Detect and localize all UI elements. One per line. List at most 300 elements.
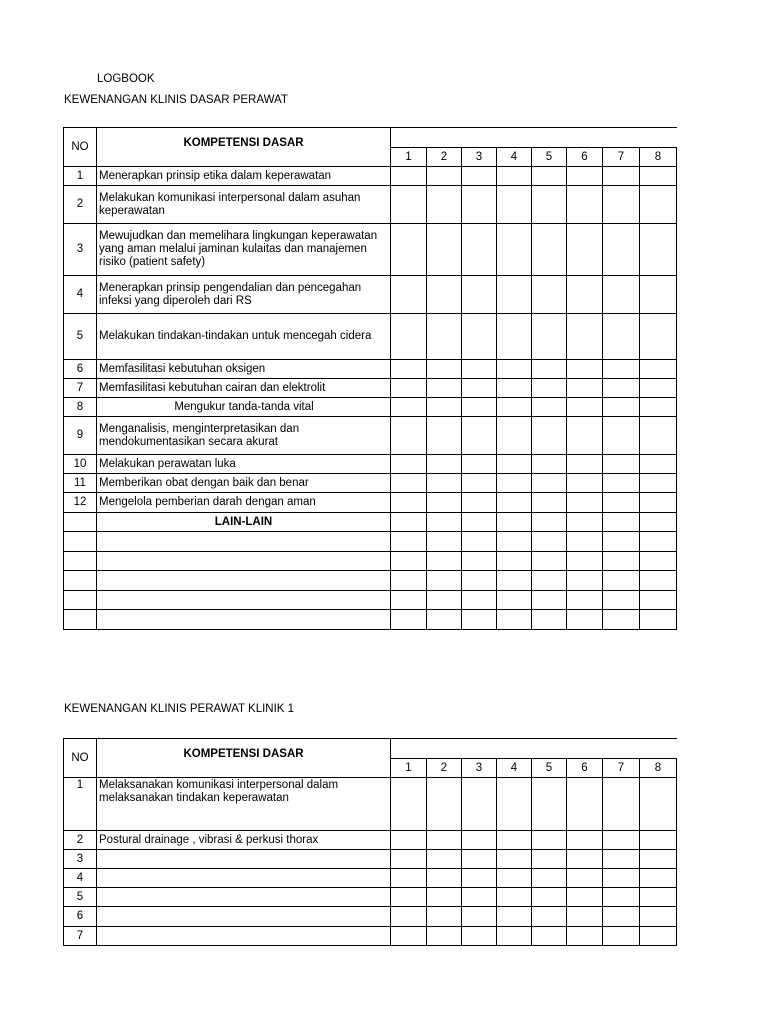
table-row xyxy=(64,186,677,224)
score-cell[interactable] xyxy=(497,379,532,398)
row-number: 2 xyxy=(64,186,97,224)
score-cell[interactable] xyxy=(427,224,462,276)
score-cell[interactable] xyxy=(567,276,603,314)
score-cell[interactable] xyxy=(603,927,640,946)
column-header-8: 8 xyxy=(640,148,677,167)
score-cell[interactable] xyxy=(603,186,640,224)
score-cell[interactable] xyxy=(497,831,532,850)
column-header-2: 2 xyxy=(427,759,462,778)
column-header-4: 4 xyxy=(497,759,532,778)
score-cell[interactable] xyxy=(497,778,532,831)
score-cell[interactable] xyxy=(462,276,497,314)
score-cell[interactable] xyxy=(640,474,677,493)
score-cell[interactable] xyxy=(427,571,462,591)
column-header-5: 5 xyxy=(532,148,567,167)
column-header-6: 6 xyxy=(567,148,603,167)
score-cell[interactable] xyxy=(391,907,427,927)
score-cell[interactable] xyxy=(462,571,497,591)
competency-text: Mengelola pemberian darah dengan aman xyxy=(97,493,391,513)
competency-text xyxy=(97,888,391,907)
score-cell[interactable] xyxy=(532,360,567,379)
row-number xyxy=(64,571,97,591)
competency-text: Mewujudkan dan memelihara lingkungan keperawatan yang aman melalui jaminan kulaitas dan manajemen risiko (patient safety) xyxy=(97,224,391,276)
score-cell[interactable] xyxy=(567,590,603,610)
competency-text: Melaksanakan komunikasi interpersonal dalam melaksanakan tindakan keperawatan xyxy=(97,778,391,831)
score-cell[interactable] xyxy=(462,360,497,379)
score-cell[interactable] xyxy=(567,186,603,224)
score-cell[interactable] xyxy=(640,455,677,474)
score-cell[interactable] xyxy=(603,360,640,379)
competency-table-2 xyxy=(63,738,677,946)
score-cell[interactable] xyxy=(462,850,497,869)
table-row xyxy=(64,778,677,831)
score-cell[interactable] xyxy=(567,532,603,552)
score-cell[interactable] xyxy=(640,927,677,946)
score-cell[interactable] xyxy=(640,571,677,591)
competency-text xyxy=(97,907,391,927)
score-cell[interactable] xyxy=(567,314,603,360)
competency-text xyxy=(97,850,391,869)
row-number: 1 xyxy=(64,167,97,186)
score-cell[interactable] xyxy=(640,276,677,314)
row-number: 3 xyxy=(64,850,97,869)
column-header-6: 6 xyxy=(567,759,603,778)
score-cell[interactable] xyxy=(462,493,497,513)
score-cell[interactable] xyxy=(532,398,567,417)
score-cell[interactable] xyxy=(427,551,462,571)
score-cell[interactable] xyxy=(427,869,462,888)
score-cell[interactable] xyxy=(427,590,462,610)
score-cell[interactable] xyxy=(567,455,603,474)
score-cell[interactable] xyxy=(391,571,427,591)
column-header-3: 3 xyxy=(462,148,497,167)
score-cell[interactable] xyxy=(640,314,677,360)
score-cell[interactable] xyxy=(391,927,427,946)
score-cell[interactable] xyxy=(532,493,567,513)
competency-text: Memfasilitasi kebutuhan cairan dan elektrolit xyxy=(97,379,391,398)
score-cell[interactable] xyxy=(532,186,567,224)
score-cell[interactable] xyxy=(462,907,497,927)
row-number: 6 xyxy=(64,907,97,927)
score-cell[interactable] xyxy=(640,532,677,552)
score-cell[interactable] xyxy=(640,513,677,532)
score-cell[interactable] xyxy=(640,610,677,630)
score-cell[interactable] xyxy=(640,493,677,513)
table-row xyxy=(64,927,677,946)
blank-row xyxy=(64,590,677,610)
score-cell[interactable] xyxy=(462,224,497,276)
table-row xyxy=(64,907,677,927)
competency-text[interactable] xyxy=(97,571,391,591)
blank-row xyxy=(64,532,677,552)
header-kompetensi: KOMPETENSI DASAR xyxy=(97,128,391,167)
score-cell[interactable] xyxy=(391,474,427,493)
competency-text[interactable] xyxy=(97,551,391,571)
score-cell[interactable] xyxy=(391,831,427,850)
score-cell[interactable] xyxy=(462,590,497,610)
score-cell[interactable] xyxy=(427,167,462,186)
row-number: 1 xyxy=(64,778,97,831)
table-row xyxy=(64,360,677,379)
score-cell[interactable] xyxy=(462,417,497,455)
competency-text: Melakukan tindakan-tindakan untuk mencegah cidera xyxy=(97,314,391,360)
score-cell[interactable] xyxy=(391,379,427,398)
score-cell[interactable] xyxy=(532,513,567,532)
competency-text: Memberikan obat dengan baik dan benar xyxy=(97,474,391,493)
score-cell[interactable] xyxy=(391,888,427,907)
score-cell[interactable] xyxy=(427,493,462,513)
header-kompetensi: KOMPETENSI DASAR xyxy=(97,739,391,778)
column-header-1: 1 xyxy=(391,759,427,778)
competency-text[interactable] xyxy=(97,610,391,630)
blank-row xyxy=(64,551,677,571)
logbook-title: LOGBOOK xyxy=(97,73,155,85)
score-cell[interactable] xyxy=(497,398,532,417)
column-header-4: 4 xyxy=(497,148,532,167)
competency-text: Melakukan komunikasi interpersonal dalam asuhan keperawatan xyxy=(97,186,391,224)
competency-text[interactable] xyxy=(97,590,391,610)
score-cell[interactable] xyxy=(427,831,462,850)
score-cell[interactable] xyxy=(497,532,532,552)
competency-text: Postural drainage , vibrasi & perkusi thorax xyxy=(97,831,391,850)
score-cell[interactable] xyxy=(497,927,532,946)
table-row xyxy=(64,379,677,398)
header-no: NO xyxy=(64,128,97,167)
row-number xyxy=(64,610,97,630)
score-cell[interactable] xyxy=(497,360,532,379)
score-cell[interactable] xyxy=(640,398,677,417)
score-cell[interactable] xyxy=(532,167,567,186)
score-cell[interactable] xyxy=(462,927,497,946)
score-cell[interactable] xyxy=(497,513,532,532)
score-cell[interactable] xyxy=(427,927,462,946)
score-cell[interactable] xyxy=(391,167,427,186)
score-cell[interactable] xyxy=(603,417,640,455)
score-cell[interactable] xyxy=(567,224,603,276)
score-cell[interactable] xyxy=(567,927,603,946)
score-cell[interactable] xyxy=(603,474,640,493)
competency-text: Menganalisis, menginterpretasikan dan mendokumentasikan secara akurat xyxy=(97,417,391,455)
score-cell[interactable] xyxy=(640,224,677,276)
score-cell[interactable] xyxy=(603,455,640,474)
score-cell[interactable] xyxy=(427,474,462,493)
row-number: 6 xyxy=(64,360,97,379)
column-header-2: 2 xyxy=(427,148,462,167)
score-cell[interactable] xyxy=(427,610,462,630)
score-cell[interactable] xyxy=(391,778,427,831)
column-header-7: 7 xyxy=(603,759,640,778)
score-cell[interactable] xyxy=(427,398,462,417)
table-row xyxy=(64,314,677,360)
score-cell[interactable] xyxy=(391,276,427,314)
score-cell[interactable] xyxy=(603,610,640,630)
score-cell[interactable] xyxy=(640,379,677,398)
column-header-1: 1 xyxy=(391,148,427,167)
competency-text xyxy=(97,927,391,946)
section2-title: KEWENANGAN KLINIS PERAWAT KLINIK 1 xyxy=(64,703,295,715)
score-cell[interactable] xyxy=(427,276,462,314)
score-cell[interactable] xyxy=(567,379,603,398)
score-cell[interactable] xyxy=(497,417,532,455)
score-cell[interactable] xyxy=(391,850,427,869)
competency-text xyxy=(97,869,391,888)
score-cell[interactable] xyxy=(391,314,427,360)
score-cell[interactable] xyxy=(567,907,603,927)
score-cell[interactable] xyxy=(603,493,640,513)
score-cell[interactable] xyxy=(532,314,567,360)
score-cell[interactable] xyxy=(391,493,427,513)
row-number xyxy=(64,532,97,552)
row-number: 10 xyxy=(64,455,97,474)
score-cell[interactable] xyxy=(497,571,532,591)
competency-text: Melakukan perawatan luka xyxy=(97,455,391,474)
score-cell[interactable] xyxy=(497,551,532,571)
score-cell[interactable] xyxy=(497,888,532,907)
row-number xyxy=(64,551,97,571)
score-cell[interactable] xyxy=(567,551,603,571)
table-row xyxy=(64,493,677,513)
score-cell[interactable] xyxy=(567,831,603,850)
score-cell[interactable] xyxy=(532,888,567,907)
row-number: 3 xyxy=(64,224,97,276)
score-cell[interactable] xyxy=(567,571,603,591)
score-cell[interactable] xyxy=(567,398,603,417)
row-number: 4 xyxy=(64,276,97,314)
score-cell[interactable] xyxy=(603,907,640,927)
score-cell[interactable] xyxy=(640,907,677,927)
score-cell[interactable] xyxy=(391,532,427,552)
header-no: NO xyxy=(64,739,97,778)
table-row xyxy=(64,224,677,276)
score-cell[interactable] xyxy=(427,907,462,927)
score-cell[interactable] xyxy=(603,831,640,850)
score-cell[interactable] xyxy=(532,532,567,552)
score-cell[interactable] xyxy=(532,869,567,888)
score-cell[interactable] xyxy=(603,571,640,591)
score-cell[interactable] xyxy=(462,610,497,630)
blank-row xyxy=(64,610,677,630)
row-number: 11 xyxy=(64,474,97,493)
score-cell[interactable] xyxy=(567,474,603,493)
row-number xyxy=(64,590,97,610)
row-number: 2 xyxy=(64,831,97,850)
score-cell[interactable] xyxy=(462,831,497,850)
score-cell[interactable] xyxy=(462,778,497,831)
score-cell[interactable] xyxy=(603,850,640,869)
row-number: 12 xyxy=(64,493,97,513)
score-cell[interactable] xyxy=(391,224,427,276)
score-cell[interactable] xyxy=(603,590,640,610)
score-cell[interactable] xyxy=(462,551,497,571)
score-cell[interactable] xyxy=(391,417,427,455)
score-cell[interactable] xyxy=(603,532,640,552)
score-cell[interactable] xyxy=(427,186,462,224)
score-cell[interactable] xyxy=(391,360,427,379)
score-cell[interactable] xyxy=(603,869,640,888)
score-cell[interactable] xyxy=(497,493,532,513)
score-cell[interactable] xyxy=(462,167,497,186)
competency-text: Menerapkan prinsip pengendalian dan pencegahan infeksi yang diperoleh dari RS xyxy=(97,276,391,314)
table-row xyxy=(64,850,677,869)
score-cell[interactable] xyxy=(462,186,497,224)
score-cell[interactable] xyxy=(497,907,532,927)
score-cell[interactable] xyxy=(603,276,640,314)
score-cell[interactable] xyxy=(497,610,532,630)
score-cell[interactable] xyxy=(603,224,640,276)
score-cell[interactable] xyxy=(497,590,532,610)
score-cell[interactable] xyxy=(497,850,532,869)
score-cell[interactable] xyxy=(427,888,462,907)
score-cell[interactable] xyxy=(640,417,677,455)
score-cell[interactable] xyxy=(567,850,603,869)
section1-title: KEWENANGAN KLINIS DASAR PERAWAT xyxy=(64,94,288,106)
score-cell[interactable] xyxy=(640,831,677,850)
competency-text: Menerapkan prinsip etika dalam keperawatan xyxy=(97,167,391,186)
score-cell[interactable] xyxy=(427,314,462,360)
score-cell[interactable] xyxy=(427,513,462,532)
lain-lain-heading: LAIN-LAIN xyxy=(97,513,391,532)
score-cell[interactable] xyxy=(603,167,640,186)
score-cell[interactable] xyxy=(567,167,603,186)
score-cell[interactable] xyxy=(391,455,427,474)
score-cell[interactable] xyxy=(427,778,462,831)
score-cell[interactable] xyxy=(462,379,497,398)
score-cell[interactable] xyxy=(391,513,427,532)
score-cell[interactable] xyxy=(532,610,567,630)
row-number: 8 xyxy=(64,398,97,417)
score-cell[interactable] xyxy=(640,186,677,224)
score-cell[interactable] xyxy=(640,167,677,186)
score-cell[interactable] xyxy=(532,590,567,610)
competency-text[interactable] xyxy=(97,532,391,552)
column-header-3: 3 xyxy=(462,759,497,778)
score-cell[interactable] xyxy=(497,455,532,474)
score-cell[interactable] xyxy=(532,927,567,946)
row-number: 7 xyxy=(64,379,97,398)
score-cell[interactable] xyxy=(603,398,640,417)
column-header-5: 5 xyxy=(532,759,567,778)
score-cell[interactable] xyxy=(640,850,677,869)
column-header-7: 7 xyxy=(603,148,640,167)
score-cell[interactable] xyxy=(532,276,567,314)
score-cell[interactable] xyxy=(497,224,532,276)
score-cell[interactable] xyxy=(462,474,497,493)
row-number: 4 xyxy=(64,869,97,888)
table-row xyxy=(64,888,677,907)
score-cell[interactable] xyxy=(462,314,497,360)
header-score-span xyxy=(391,739,677,759)
score-cell[interactable] xyxy=(567,778,603,831)
score-cell[interactable] xyxy=(532,379,567,398)
score-cell[interactable] xyxy=(391,551,427,571)
score-cell[interactable] xyxy=(603,513,640,532)
row-number: 5 xyxy=(64,888,97,907)
score-cell[interactable] xyxy=(640,869,677,888)
score-cell[interactable] xyxy=(391,869,427,888)
score-cell[interactable] xyxy=(532,224,567,276)
table-row xyxy=(64,831,677,850)
score-cell[interactable] xyxy=(532,831,567,850)
score-cell[interactable] xyxy=(603,778,640,831)
score-cell[interactable] xyxy=(532,474,567,493)
score-cell[interactable] xyxy=(603,379,640,398)
table-row xyxy=(64,167,677,186)
score-cell[interactable] xyxy=(391,590,427,610)
score-cell[interactable] xyxy=(462,869,497,888)
table-row xyxy=(64,276,677,314)
score-cell[interactable] xyxy=(391,610,427,630)
score-cell[interactable] xyxy=(567,360,603,379)
score-cell[interactable] xyxy=(640,888,677,907)
row-number: 7 xyxy=(64,927,97,946)
score-cell[interactable] xyxy=(497,474,532,493)
row-number: 9 xyxy=(64,417,97,455)
score-cell[interactable] xyxy=(603,551,640,571)
table-row xyxy=(64,474,677,493)
score-cell[interactable] xyxy=(532,571,567,591)
score-cell[interactable] xyxy=(427,850,462,869)
table-row xyxy=(64,455,677,474)
score-cell[interactable] xyxy=(427,532,462,552)
competency-text: Mengukur tanda-tanda vital xyxy=(97,398,391,417)
score-cell[interactable] xyxy=(532,417,567,455)
score-cell[interactable] xyxy=(462,532,497,552)
score-cell[interactable] xyxy=(640,360,677,379)
score-cell[interactable] xyxy=(532,907,567,927)
score-cell[interactable] xyxy=(427,455,462,474)
score-cell[interactable] xyxy=(567,610,603,630)
score-cell[interactable] xyxy=(427,379,462,398)
score-cell[interactable] xyxy=(462,398,497,417)
column-header-8: 8 xyxy=(640,759,677,778)
score-cell[interactable] xyxy=(497,869,532,888)
score-cell[interactable] xyxy=(567,888,603,907)
blank-row xyxy=(64,571,677,591)
score-cell[interactable] xyxy=(532,455,567,474)
score-cell[interactable] xyxy=(567,513,603,532)
row-number xyxy=(64,513,97,532)
competency-text: Memfasilitasi kebutuhan oksigen xyxy=(97,360,391,379)
score-cell[interactable] xyxy=(497,314,532,360)
score-cell[interactable] xyxy=(640,551,677,571)
score-cell[interactable] xyxy=(603,888,640,907)
score-cell[interactable] xyxy=(497,276,532,314)
score-cell[interactable] xyxy=(567,417,603,455)
score-cell[interactable] xyxy=(497,167,532,186)
score-cell[interactable] xyxy=(462,455,497,474)
score-cell[interactable] xyxy=(462,888,497,907)
header-score-span xyxy=(391,128,677,148)
score-cell[interactable] xyxy=(497,186,532,224)
score-cell[interactable] xyxy=(427,360,462,379)
competency-table-1 xyxy=(63,127,677,630)
score-cell[interactable] xyxy=(532,778,567,831)
table-row xyxy=(64,398,677,417)
score-cell[interactable] xyxy=(532,850,567,869)
score-cell[interactable] xyxy=(462,513,497,532)
score-cell[interactable] xyxy=(427,417,462,455)
score-cell[interactable] xyxy=(640,778,677,831)
score-cell[interactable] xyxy=(567,493,603,513)
score-cell[interactable] xyxy=(391,398,427,417)
score-cell[interactable] xyxy=(567,869,603,888)
score-cell[interactable] xyxy=(640,590,677,610)
table-row xyxy=(64,869,677,888)
row-number: 5 xyxy=(64,314,97,360)
score-cell[interactable] xyxy=(603,314,640,360)
score-cell[interactable] xyxy=(532,551,567,571)
score-cell[interactable] xyxy=(391,186,427,224)
